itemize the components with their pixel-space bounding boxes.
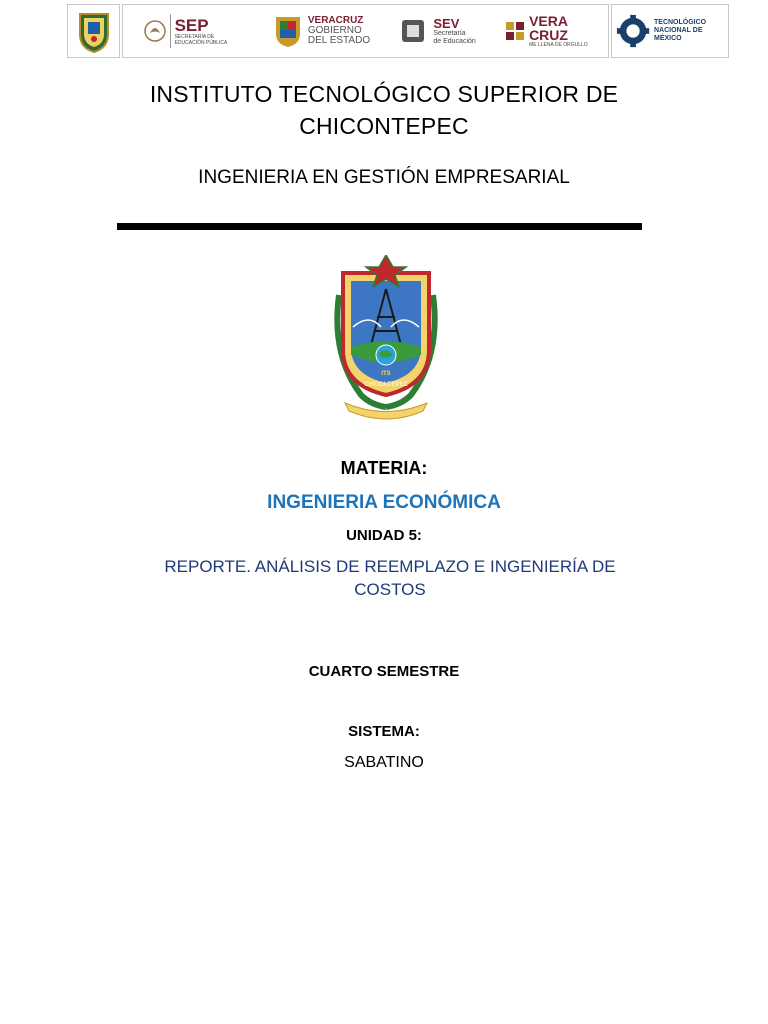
sev-wordmark: SEV <box>433 15 460 31</box>
mexico-eagle-icon <box>144 18 166 44</box>
veracruz-shield-icon <box>273 14 303 48</box>
vera-cruz-logo <box>504 14 588 48</box>
semestre-label: CUARTO SEMESTRE <box>308 663 460 680</box>
tecnm-gear-icon <box>616 13 650 49</box>
sep-logo <box>144 14 245 48</box>
sev-sub1: Secretaría <box>433 29 466 37</box>
sep-subtitle: SECRETARÍA DE EDUCACIÓN PÚBLICA <box>174 33 228 46</box>
institution-title-line2: CHICONTEPEC <box>299 113 469 139</box>
divider-rule <box>117 223 642 230</box>
sistema-label: SISTEMA: <box>348 723 420 740</box>
logo-banner <box>67 4 729 58</box>
vera-cruz-line1: VERA <box>529 13 568 29</box>
veracruz-gobierno-logo <box>273 14 370 48</box>
materia-value: INGENIERIA ECONÓMICA <box>267 492 501 513</box>
vera-cruz-line2: CRUZ <box>529 27 568 43</box>
unidad-value: REPORTE. ANÁLISIS DE REEMPLAZO E INGENIERÍA DE COSTOS <box>164 557 616 599</box>
veracruz-line2: GOBIERNO <box>307 25 362 36</box>
vera-cruz-pattern-icon <box>504 19 526 43</box>
sev-logo <box>398 16 475 46</box>
institution-title <box>0 78 768 142</box>
sistema-value: SABATINO <box>344 754 424 771</box>
career-name: INGENIERIA EN GESTIÓN EMPRESARIAL <box>198 167 570 188</box>
tecnm-logo <box>611 4 729 58</box>
government-logos <box>122 4 608 58</box>
materia-label: MATERIA: <box>340 458 428 478</box>
crest-text: CHICONTEPEC <box>364 382 408 388</box>
institution-title-line1: INSTITUTO TECNOLÓGICO SUPERIOR DE <box>149 81 619 107</box>
veracruz-line3: DEL ESTADO <box>307 35 371 46</box>
tecnm-line1: TECNOLÓGICO <box>654 19 707 26</box>
veracruz-line1: VERACRUZ <box>307 15 364 26</box>
sep-wordmark: SEP <box>174 15 209 35</box>
sev-emblem-icon <box>398 16 428 46</box>
state-crest-logo <box>67 4 120 58</box>
tecnm-line2: NACIONAL DE MÉXICO <box>654 27 703 42</box>
unidad-label: UNIDAD 5: <box>346 527 422 544</box>
sev-sub2: de Educación <box>433 37 476 45</box>
crest-monogram: ITS <box>381 371 391 377</box>
its-chicontepec-crest-icon <box>331 255 441 420</box>
state-crest-icon <box>74 8 114 54</box>
vera-cruz-sub: ME LLENA DE ORGULLO <box>529 42 588 48</box>
